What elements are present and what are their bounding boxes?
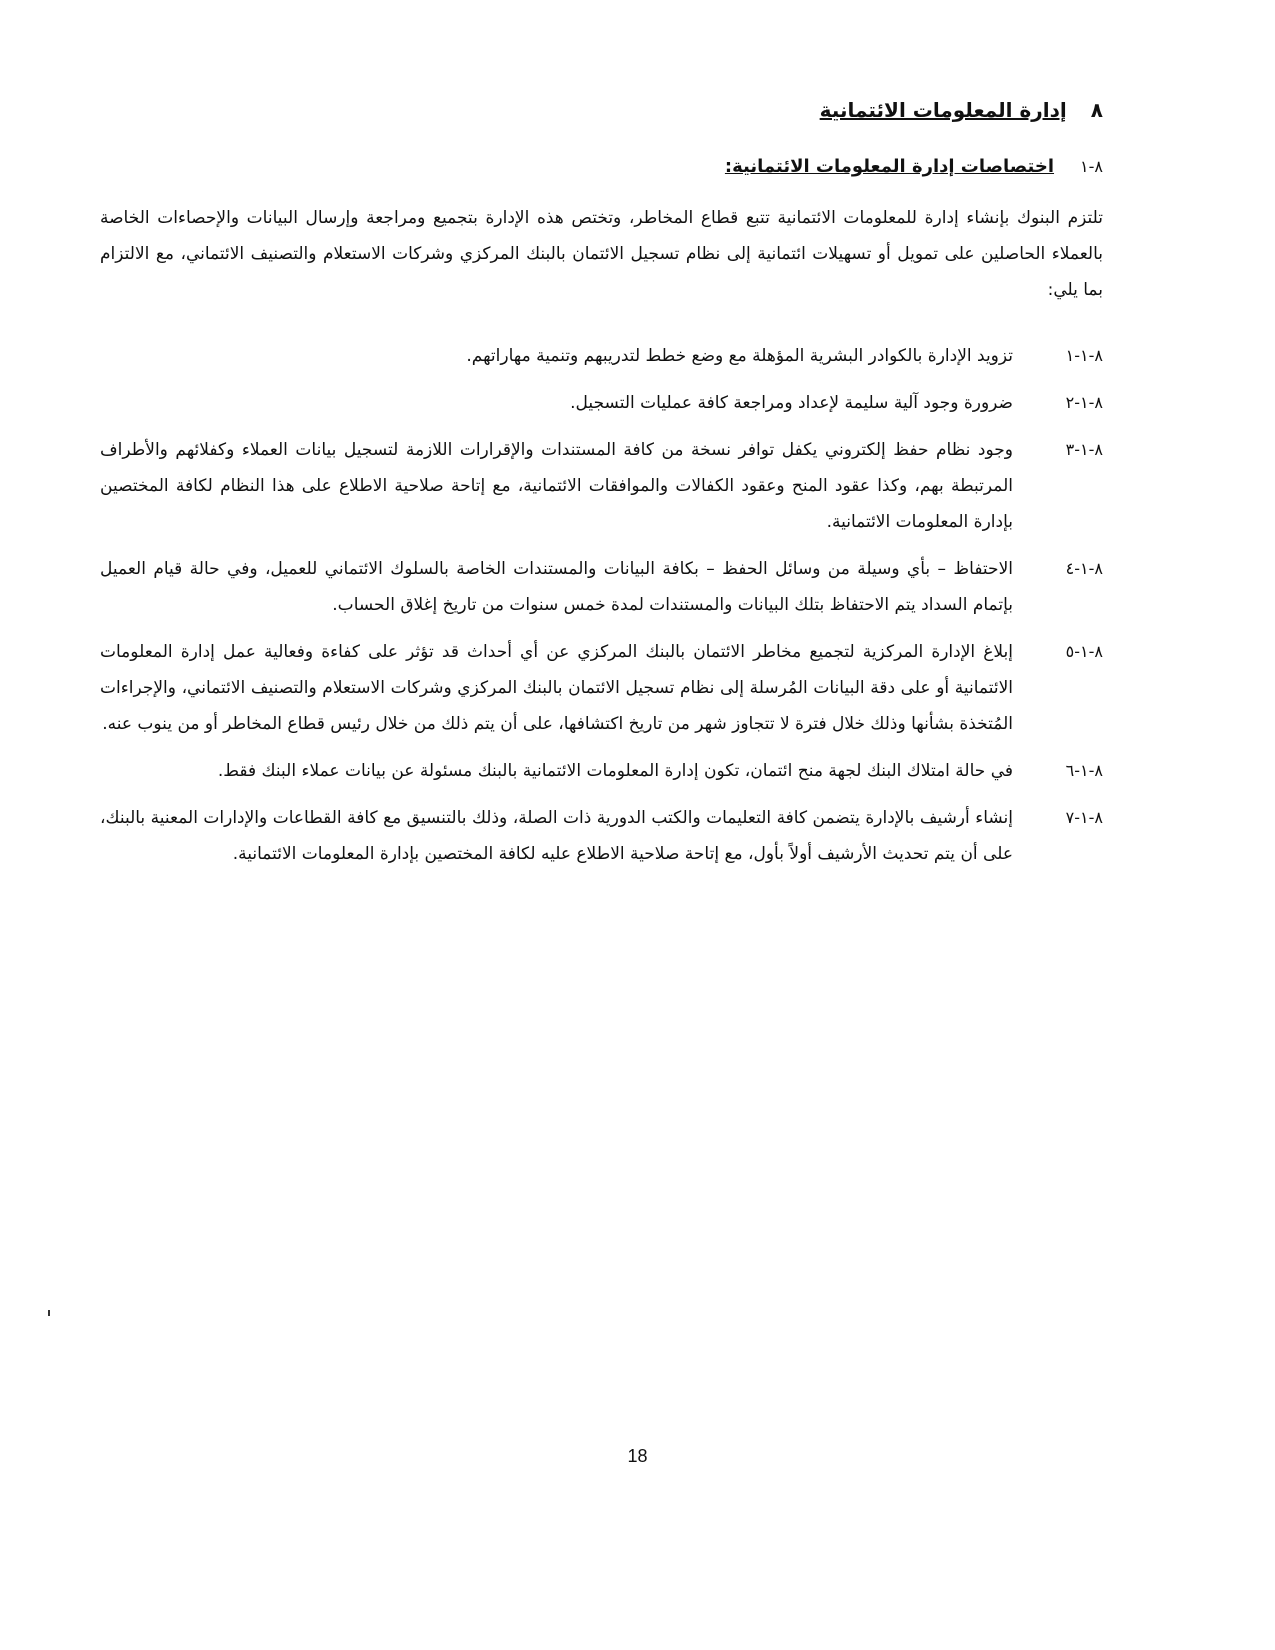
item-text: في حالة امتلاك البنك لجهة منح ائتمان، تكون إدارة المعلومات الائتمانية بالبنك مسئولة عن بيانات عملاء البنك فقط. [217,761,1013,781]
list-item [100,753,1103,789]
section-heading [820,98,1103,122]
item-number: ٨-١-٤ [1065,559,1103,578]
item-number: ٨-١-٥ [1065,642,1103,661]
subsection-title: اختصاصات إدارة المعلومات الائتمانية: [724,156,1055,177]
page-number: 18 [627,1446,648,1466]
item-text: إبلاغ الإدارة المركزية لتجميع مخاطر الائتمان بالبنك المركزي عن أي أحداث قد تؤثر على كفاءة وفعالية عمل إدارة المعلومات الائتمانية أو على دقة البيانات المُرسلة إلى نظام تسجيل الائتمان بالبنك المركزي وشركات الاستعلام والتصنيف الائتماني، والإجراءات المُتخذة بشأنها وذلك خلال فترة لا تتجاوز شهر من تاريخ اكتشافها، على أن يتم ذلك من خلال رئيس قطاع المخاطر أو من ينوب عنه. [100,642,1013,734]
list-item [100,634,1103,742]
section-number: ٨ [1090,98,1103,122]
intro-paragraph: تلتزم البنوك بإنشاء إدارة للمعلومات الائتمانية تتبع قطاع المخاطر، وتختص هذه الإدارة بتجميع ومراجعة وإرسال البيانات والإحصاءات الخاصة بالعملاء الحاصلين على تمويل أو تسهيلات ائتمانية إلى نظام تسجيل الائتمان بالبنك المركزي وشركات الاستعلام والتصنيف الائتماني، مع الالتزام بما يلي: [100,208,1103,300]
list-item [100,551,1103,623]
item-text: الاحتفاظ – بأي وسيلة من وسائل الحفظ – بكافة البيانات والمستندات الخاصة بالسلوك الائتماني للعميل، وفي حالة قيام العميل بإتمام السداد يتم الاحتفاظ بتلك البيانات والمستندات لمدة خمس سنوات من تاريخ إغلاق الحساب. [100,559,1013,615]
item-number: ٨-١-٦ [1065,761,1103,780]
list-item [100,800,1103,872]
item-text: وجود نظام حفظ إلكتروني يكفل توافر نسخة من كافة المستندات والإقرارات اللازمة لتسجيل بيانات العملاء وكفلائهم والأطراف المرتبطة بهم، وكذا عقود المنح وعقود الكفالات والموافقات الائتمانية، مع إتاحة صلاحية الاطلاع على هذا النظام لكافة المختصين بإدارة المعلومات الائتمانية. [100,440,1013,532]
stray-mark [48,1310,50,1316]
list-item [100,385,1103,421]
subsection-number: ٨-١ [1080,157,1103,176]
list-item [100,338,1103,374]
item-number: ٨-١-١ [1065,346,1103,365]
list-item [100,432,1103,540]
item-text: ضرورة وجود آلية سليمة لإعداد ومراجعة كافة عمليات التسجيل. [570,393,1013,413]
item-number: ٨-١-٣ [1065,440,1103,459]
item-number: ٨-١-٢ [1065,393,1103,412]
requirements-list [100,338,1103,883]
item-number: ٨-١-٧ [1065,808,1103,827]
subsection-heading [725,156,1103,177]
item-text: تزويد الإدارة بالكوادر البشرية المؤهلة مع وضع خطط لتدريبهم وتنمية مهاراتهم. [466,346,1013,366]
section-title: إدارة المعلومات الائتمانية [819,98,1067,122]
item-text: إنشاء أرشيف بالإدارة يتضمن كافة التعليمات والكتب الدورية ذات الصلة، وذلك بالتنسيق مع كافة القطاعات والإدارات المعنية بالبنك، على أن يتم تحديث الأرشيف أولاً بأول، مع إتاحة صلاحية الاطلاع عليه لكافة المختصين بإدارة المعلومات الائتمانية. [100,808,1013,864]
